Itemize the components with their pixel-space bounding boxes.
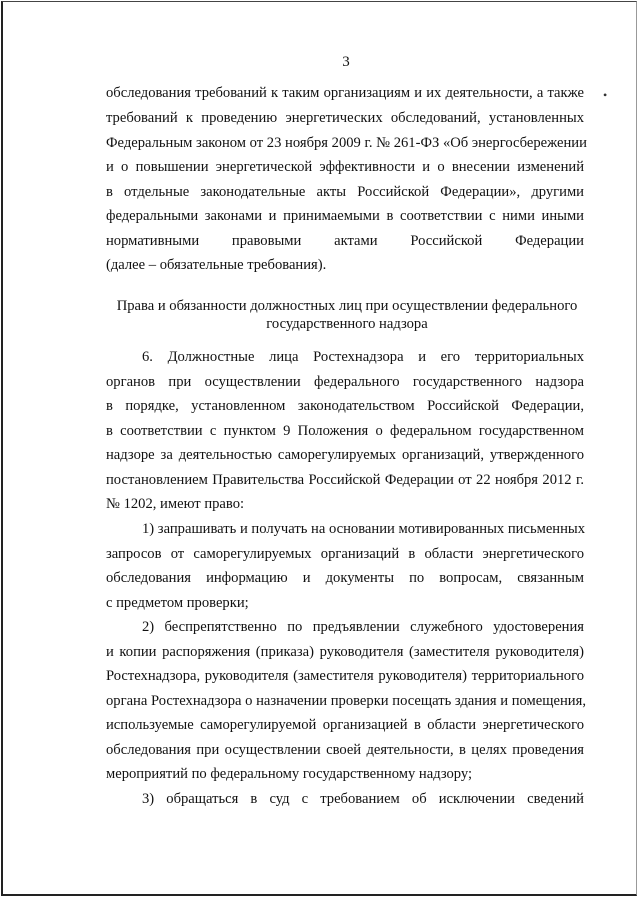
- text-line: постановлением Правительства Российской Федерации от 22 ноября 2012 г.: [106, 472, 584, 488]
- text-line: мероприятий по федеральному государственному надзору;: [106, 766, 473, 782]
- text-line: в отдельные законодательные акты Российской Федерации», другими: [106, 184, 584, 200]
- text-line: в соответствии с пунктом 9 Положения о федеральном государственном: [106, 423, 584, 439]
- text-line: Федеральным законом от 23 ноября 2009 г. № 261-ФЗ «Об энергосбережении: [106, 135, 587, 151]
- page-number: 3: [342, 54, 350, 70]
- text-line: 6. Должностные лица Ростехнадзора и его территориальных: [142, 349, 584, 365]
- heading-line: государственного надзора: [266, 316, 428, 332]
- text-line: и о повышении энергетической эффективности и о внесении изменений: [106, 159, 584, 175]
- text-line: обследования при осуществлении своей деятельности, в целях проведения: [106, 742, 584, 758]
- text-line: обследования требований к таким организациям и их деятельности, а также: [106, 85, 584, 101]
- text-line: в порядке, установленном законодательством Российской Федерации,: [106, 398, 584, 414]
- text-line: органа Ростехнадзора о назначении проверки посещать здания и помещения,: [106, 693, 586, 709]
- text-line: 1) запрашивать и получать на основании мотивированных письменных: [142, 521, 586, 537]
- text-line: и копии распоряжения (приказа) руководителя (заместителя руководителя): [106, 644, 584, 660]
- text-line: Ростехнадзора, руководителя (заместителя руководителя) территориального: [106, 668, 584, 684]
- text-line: обследования информацию и документы по вопросам, связанным: [106, 570, 584, 586]
- text-line: с предметом проверки;: [106, 595, 249, 611]
- text-line: требований к проведению энергетических обследований, установленных: [106, 110, 584, 126]
- text-line: используемые саморегулируемой организацией в области энергетического: [106, 717, 584, 733]
- text-line: федеральными законами и принимаемыми в соответствии с ними иными: [106, 208, 584, 224]
- text-line: 2) беспрепятственно по предъявлении служебного удостоверения: [142, 619, 584, 635]
- heading-line: Права и обязанности должностных лиц при осуществлении федерального: [116, 298, 578, 314]
- scan-mark: •: [603, 88, 608, 102]
- text-line: запросов от саморегулируемых организаций в области энергетического: [106, 546, 584, 562]
- text-line: (далее – обязательные требования).: [106, 257, 327, 273]
- text-line: 3) обращаться в суд с требованием об исключении сведений: [142, 791, 584, 807]
- text-line: № 1202, имеют право:: [106, 496, 245, 512]
- text-line: надзоре за деятельностью саморегулируемых организаций, утвержденного: [106, 447, 584, 463]
- text-line: органов при осуществлении федерального государственного надзора: [106, 374, 584, 390]
- text-line: нормативными правовыми актами Российской Федерации: [106, 233, 584, 249]
